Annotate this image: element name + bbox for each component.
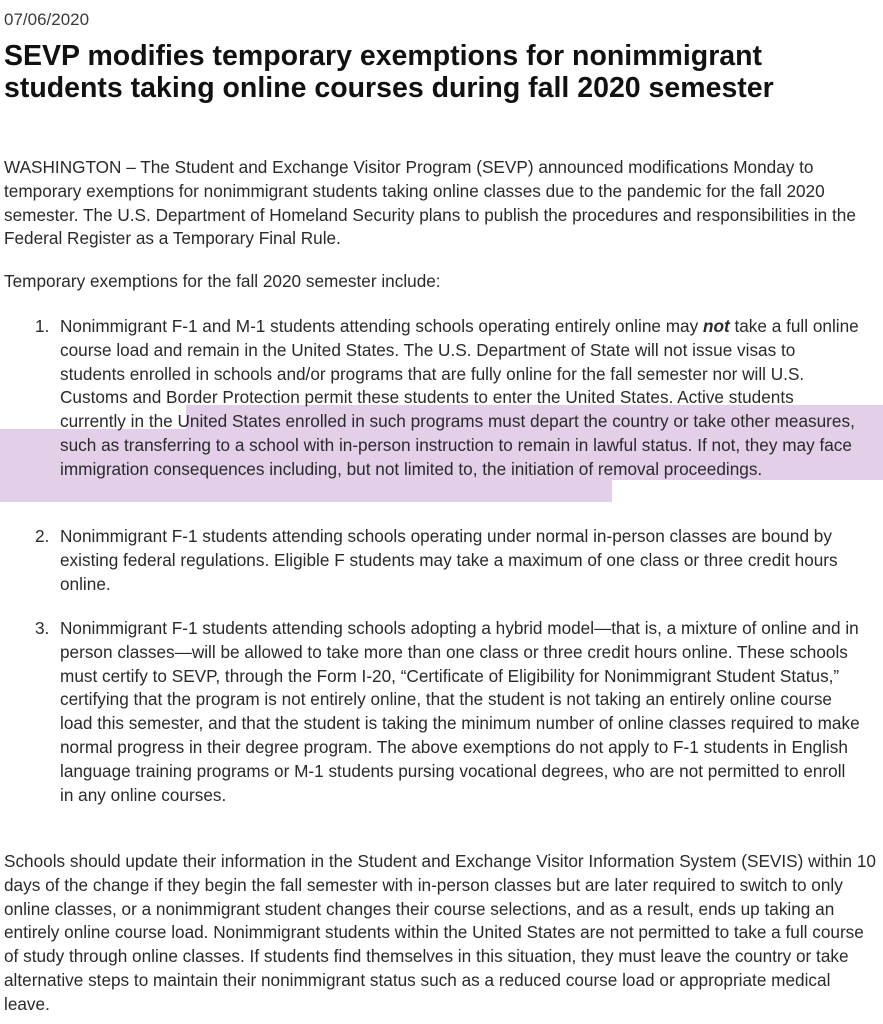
item-text: Nonimmigrant F-1 students attending schools operating under normal in-person classes are bound by existing federal regulations. Eligible F students may take a maximum of one class or three credit hours online. xyxy=(60,526,838,594)
publish-date: 07/06/2020 xyxy=(4,10,90,29)
intro-paragraph: WASHINGTON – The Student and Exchange Visitor Program (SEVP) announced modifications Monday to temporary exemptions for nonimmigrant students taking online classes due to the pandemic for the fall 2020 semester. The U.S. Department of Homeland Security plans to publish the procedures and responsibilities in the Federal Register as a Temporary Final Rule. xyxy=(4,157,856,249)
list-number: 1. xyxy=(35,316,50,336)
closing-paragraph: Schools should update their information in the Student and Exchange Visitor Information System (SEVIS) within 10 days of the change if they begin the fall semester with in-person classes but are later required to switch to only online classes, or a nonimmigrant student changes their course selections, and as a result, ends up taking an entirely online course load. Nonimmigrant students within the United States are not permitted to take a full course of study through online classes. If students find themselves in this situation, they must leave the country or take alternative steps to maintain their nonimmigrant status such as a reduced course load or appropriate medical leave. xyxy=(4,851,876,1014)
item-text: Nonimmigrant F-1 students attending schools adopting a hybrid model—that is, a mixture of online and in person classes—will be allowed to take more than one class or three credit hours online. These schools must certify to SEVP, through the Form I-20, “Certificate of Eligibility for Nonimmigrant Student Status,” certifying that the program is not entirely online, that the student is not taking an entirely online course load this semester, and that the student is taking the minimum number of online classes required to make normal progress in their degree program. The above exemptions do not apply to F-1 students in English language training programs or M-1 students pursing vocational degrees, who are not permitted to enroll in any online courses. xyxy=(60,618,860,805)
emphasis-not: not xyxy=(702,316,730,336)
item-text: take a full online course load and remain in the United States. The U.S. Department of State will not issue visas to students enrolled in schools and/or programs that are fully online for the fall semester nor will U.S. Customs and Border Protection permit these students to enter the United States. xyxy=(60,316,859,408)
list-number: 3. xyxy=(35,618,50,638)
list-intro: Temporary exemptions for the fall 2020 semester include: xyxy=(4,271,441,291)
highlighted-text: Active students currently in the United States enrolled in such programs must depart the country or take other measures, such as transferring to a school with in-person instruction to remain in lawful status. If not, they may face immigration consequences including, but not limited to, the initiation of removal proceedings. xyxy=(60,387,855,479)
headline: SEVP modifies temporary exemptions for nonimmigrant students taking online courses during fall 2020 semester xyxy=(4,40,774,104)
item-text: Nonimmigrant F-1 and M-1 students attending schools operating entirely online may xyxy=(60,316,703,336)
list-number: 2. xyxy=(35,526,50,546)
